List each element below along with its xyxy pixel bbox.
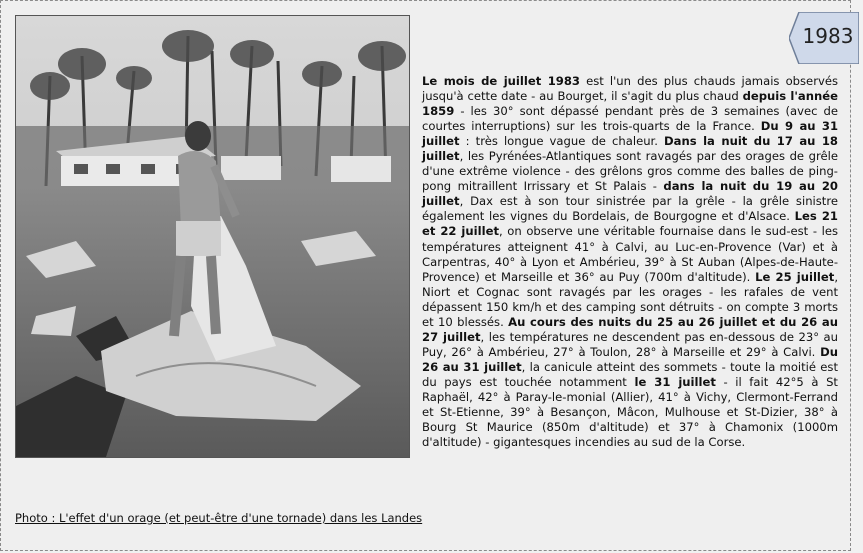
storm-photo-illustration <box>16 16 409 457</box>
storm-damage-photo <box>15 15 410 458</box>
article-text: , on observe une véritable fournaise dans le sud-est - les températures atteignent 41° à Calvi, au Luc-en-Provence (Var) et à Carpentras, 40° à Lyon et Ambérieu, 39° à St Auban (Alpes-de-Haute-Provence) et Marseille et 36° au Puy (700m d'altitude). <box>422 224 838 284</box>
article-text: - il fait 42°5 à St Raphaël, 42° à Paray-le-monial (Allier), 41° à Vichy, Clermont-Ferrand et St-Etienne, 39° à Besançon, Mâcon, Mulhouse et St-Dizier, 38° à Bourg St Maurice (850m d'altitude) et 37° à Chamonix (1000m d'altitude) - gigantesques incendies au sud de la Corse. <box>422 374 838 450</box>
article-text: , Niort et Cognac sont ravagés par les orages - les rafales de vent dépassent 150 km/h et des camping sont détruits - on compte 3 morts et 10 blessés. <box>422 269 839 329</box>
article-highlight: le 31 juillet <box>634 374 716 389</box>
article-highlight: Le 25 juillet <box>755 269 835 284</box>
article-highlight: depuis l'année 1859 <box>422 89 838 119</box>
article-text: , les Pyrénées-Atlantiques sont ravagés par des orages de grêle d'une extrême violence - des grêlons gros comme des balles de ping-pong mitraillent Irrissary et St Palais - <box>422 149 838 194</box>
article-highlight: Le mois de juillet 1983 <box>422 74 580 88</box>
article-highlight: Dans la nuit du 17 au 18 juillet <box>422 134 839 164</box>
article-highlight: Au cours des nuits du 25 au 26 juillet et du 26 au 27 juillet <box>422 314 839 344</box>
article-highlight: Du 9 au 31 juillet <box>422 119 839 149</box>
weather-article-text <box>422 74 838 450</box>
article-text: : très longue vague de chaleur. <box>459 134 665 149</box>
year-badge-label: 1983 <box>802 24 854 48</box>
article-text: , Dax est à son tour sinistrée par la grêle - la grêle sinistre également les vignes du Bordelais, de Bourgogne et d'Alsace. <box>422 194 838 224</box>
article-highlight: Les 21 et 22 juillet <box>422 209 838 239</box>
article-text: , la canicule atteint des sommets - toute la moitié est du pays est touchée notamment <box>422 359 838 389</box>
photo-caption: Photo : L'effet d'un orage (et peut-être d'une tornade) dans les Landes <box>15 511 423 525</box>
article-text: , les températures ne descendent pas en-dessous de 23° au Puy, 26° à Ambérieu, 27° à Toulon, 28° à Marseille et 29° à Calvi. <box>422 329 838 359</box>
article-highlight: dans la nuit du 19 au 20 juillet <box>422 179 838 209</box>
article-highlight: Du 26 au 31 juillet <box>422 344 838 374</box>
article-text: est l'un des plus chauds jamais observés jusqu'à cette date - au Bourget, il s'agit du plus chaud <box>422 74 838 104</box>
article-text: - les 30° sont dépassé pendant près de 3 semaines (avec de courtes interruptions) sur les trois-quarts de la France. <box>422 104 838 134</box>
